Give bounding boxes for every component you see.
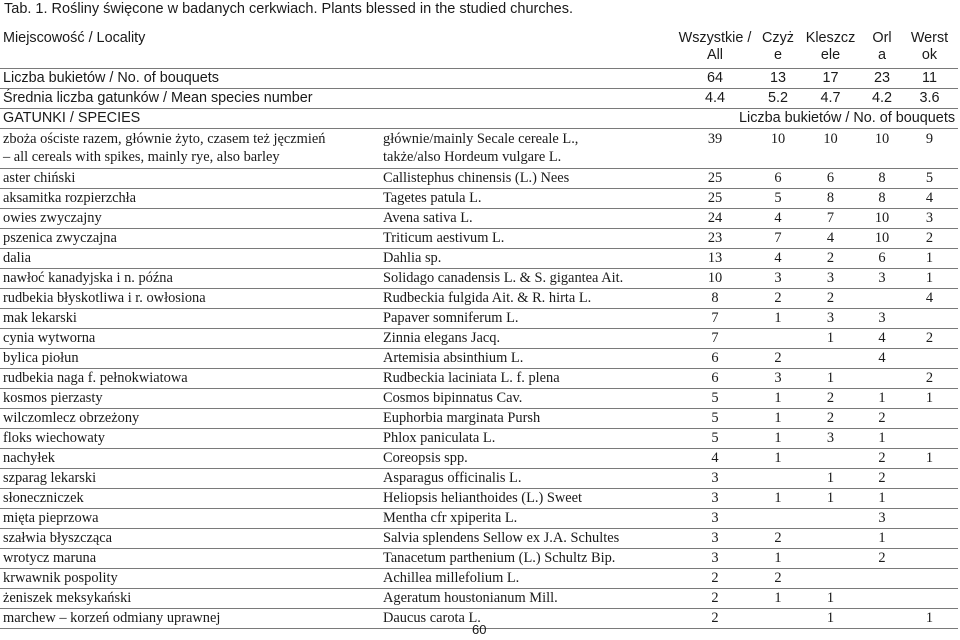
value-cell [758,328,798,348]
value-cell: 5 [758,188,798,208]
value-cell: 7 [672,328,758,348]
value-cell: 1 [863,528,901,548]
species-latin: Daucus carota L. [380,608,672,628]
value-cell [901,508,958,528]
value-cell: 1 [798,368,863,388]
value-cell: 5 [672,388,758,408]
species-latin: Heliopsis helianthoides (L.) Sweet [380,488,672,508]
value-cell [901,568,958,588]
species-latin: Rudbeckia laciniata L. f. plena [380,368,672,388]
value-cell: 10 [758,128,798,168]
value-cell: 3 [672,528,758,548]
locality-header: Miejscowość / Locality [0,28,672,68]
table-row [0,548,958,568]
value-cell: 5 [672,428,758,448]
value-cell [901,548,958,568]
species-name: mak lekarski [0,308,380,328]
value-cell: 1 [901,268,958,288]
value-cell: 25 [672,188,758,208]
species-latin: Tanacetum parthenium (L.) Schultz Bip. [380,548,672,568]
value-cell: 7 [798,208,863,228]
value-cell: 3 [798,308,863,328]
species-name: mięta pieprzowa [0,508,380,528]
value-cell [863,288,901,308]
value-cell: 4.4 [672,88,758,108]
species-name: kosmos pierzasty [0,388,380,408]
value-cell: 8 [672,288,758,308]
value-cell: 2 [758,348,798,368]
value-cell: 1 [798,488,863,508]
value-cell: 7 [672,308,758,328]
value-cell: 2 [758,568,798,588]
value-cell: 3 [863,508,901,528]
table-row [0,328,958,348]
value-cell: 1 [798,468,863,488]
page-number: 60 [472,622,487,637]
value-cell: 6 [758,168,798,188]
value-cell: 1 [758,408,798,428]
value-cell: 4 [901,288,958,308]
value-cell: 3 [798,428,863,448]
value-cell: 11 [901,68,958,88]
value-cell: 4.2 [863,88,901,108]
value-cell: 1 [758,548,798,568]
value-cell [758,468,798,488]
value-cell: 2 [672,588,758,608]
species-latin: Tagetes patula L. [380,188,672,208]
value-cell [901,308,958,328]
species-name: bylica piołun [0,348,380,368]
value-cell [901,488,958,508]
species-name: wrotycz maruna [0,548,380,568]
value-cell: 1 [863,428,901,448]
value-cell: 1 [901,608,958,628]
value-cell: 13 [672,248,758,268]
mean-species-label: Średnia liczba gatunków / Mean species number [0,88,672,108]
value-cell: 1 [863,388,901,408]
value-cell [863,588,901,608]
cereals-name: zboża ościste razem, głównie żyto, czasem też jęczmień – all cereals with spikes, mainly rye, also barley [0,128,380,168]
value-cell [863,608,901,628]
value-cell: 1 [798,328,863,348]
species-name: szparag lekarski [0,468,380,488]
value-cell: 2 [863,408,901,428]
species-latin: Callistephus chinensis (L.) Nees [380,168,672,188]
species-latin: Achillea millefolium L. [380,568,672,588]
value-cell: 9 [901,128,958,168]
value-cell [798,568,863,588]
value-cell: 2 [672,608,758,628]
species-latin: Rudbeckia fulgida Ait. & R. hirta L. [380,288,672,308]
species-latin: Zinnia elegans Jacq. [380,328,672,348]
species-name: krwawnik pospolity [0,568,380,588]
value-cell [798,448,863,468]
value-cell: 2 [863,468,901,488]
species-header-row [0,108,958,128]
value-cell: 3 [672,548,758,568]
species-latin: Avena sativa L. [380,208,672,228]
value-cell: 2 [798,408,863,428]
value-cell: 10 [798,128,863,168]
value-cell: 39 [672,128,758,168]
value-cell: 4 [863,328,901,348]
value-cell [863,568,901,588]
value-cell: 13 [758,68,798,88]
value-cell: 1 [798,588,863,608]
table-row [0,408,958,428]
table-row [0,308,958,328]
value-cell [798,348,863,368]
value-cell: 3 [672,508,758,528]
table-row [0,508,958,528]
value-cell: 1 [901,448,958,468]
value-cell: 6 [863,248,901,268]
value-cell: 5 [901,168,958,188]
species-latin: Mentha cfr xpiperita L. [380,508,672,528]
table-row [0,528,958,548]
value-cell: 2 [672,568,758,588]
value-cell: 8 [863,168,901,188]
value-cell: 10 [672,268,758,288]
value-cell: 2 [901,368,958,388]
value-cell: 1 [758,308,798,328]
species-latin: Triticum aestivum L. [380,228,672,248]
value-cell: 2 [798,388,863,408]
species-header-right: Liczba bukietów / No. of bouquets [672,108,958,128]
value-cell: 8 [798,188,863,208]
value-cell: 1 [798,608,863,628]
value-cell: 4.7 [798,88,863,108]
species-name: żeniszek meksykański [0,588,380,608]
value-cell: 23 [672,228,758,248]
species-latin: Ageratum houstonianum Mill. [380,588,672,608]
col-kleszczele-header: Kleszcz ele [798,28,863,68]
value-cell: 24 [672,208,758,228]
value-cell [798,508,863,528]
value-cell: 2 [758,288,798,308]
table-row [0,448,958,468]
value-cell: 5.2 [758,88,798,108]
col-all-header: Wszystkie / All [672,28,758,68]
value-cell: 3 [798,268,863,288]
value-cell: 4 [798,228,863,248]
species-name: aster chiński [0,168,380,188]
value-cell: 17 [798,68,863,88]
value-cell: 2 [901,328,958,348]
value-cell: 2 [863,548,901,568]
value-cell: 4 [863,348,901,368]
value-cell: 4 [758,248,798,268]
species-latin: Coreopsis spp. [380,448,672,468]
species-latin: Solidago canadensis L. & S. gigantea Ait. [380,268,672,288]
value-cell: 23 [863,68,901,88]
value-cell: 5 [672,408,758,428]
value-cell: 4 [758,208,798,228]
value-cell: 3 [758,368,798,388]
table-row [0,588,958,608]
value-cell [901,468,958,488]
value-cell: 2 [758,528,798,548]
table-row [0,208,958,228]
value-cell: 10 [863,128,901,168]
value-cell: 2 [798,248,863,268]
species-header-label: GATUNKI / SPECIES [0,108,672,128]
table-row [0,268,958,288]
table-row [0,288,958,308]
cereals-latin: głównie/mainly Secale cereale L., także/also Hordeum vulgare L. [380,128,672,168]
cereals-row [0,128,958,168]
table-row [0,248,958,268]
species-latin: Salvia splendens Sellow ex J.A. Schultes [380,528,672,548]
species-name: marchew – korzeń odmiany uprawnej [0,608,380,628]
species-name: cynia wytworna [0,328,380,348]
species-name: dalia [0,248,380,268]
value-cell [901,348,958,368]
value-cell: 3 [672,468,758,488]
bouquets-label: Liczba bukietów / No. of bouquets [0,68,672,88]
species-name: wilczomlecz obrzeżony [0,408,380,428]
table-caption: Tab. 1. Rośliny święcone w badanych cerkwiach. Plants blessed in the studied churches. [4,1,574,17]
species-name: nawłoć kanadyjska i n. późna [0,268,380,288]
table-row [0,468,958,488]
species-latin: Artemisia absinthium L. [380,348,672,368]
value-cell: 2 [863,448,901,468]
value-cell: 6 [798,168,863,188]
value-cell: 1 [758,448,798,468]
value-cell: 1 [758,428,798,448]
col-werstok-header: Werst ok [901,28,958,68]
value-cell: 1 [901,388,958,408]
col-czyze-header: Czyż e [758,28,798,68]
value-cell [798,548,863,568]
value-cell: 6 [672,348,758,368]
value-cell: 64 [672,68,758,88]
species-name: rudbekia naga f. pełnokwiatowa [0,368,380,388]
table-row [0,228,958,248]
species-latin: Asparagus officinalis L. [380,468,672,488]
table-row [0,388,958,408]
value-cell: 3 [672,488,758,508]
value-cell: 4 [901,188,958,208]
species-name: rudbekia błyskotliwa i r. owłosiona [0,288,380,308]
species-latin: Euphorbia marginata Pursh [380,408,672,428]
value-cell [798,528,863,548]
value-cell [758,508,798,528]
value-cell: 3 [901,208,958,228]
value-cell: 6 [672,368,758,388]
value-cell: 8 [863,188,901,208]
value-cell: 2 [901,228,958,248]
value-cell [863,368,901,388]
species-name: owies zwyczajny [0,208,380,228]
value-cell: 3 [863,268,901,288]
species-name: pszenica zwyczajna [0,228,380,248]
value-cell: 1 [863,488,901,508]
value-cell [901,408,958,428]
bouquets-row [0,68,958,88]
mean-species-row [0,88,958,108]
value-cell: 3 [863,308,901,328]
species-latin: Cosmos bipinnatus Cav. [380,388,672,408]
value-cell: 3.6 [901,88,958,108]
table-row [0,568,958,588]
value-cell [901,588,958,608]
species-latin: Phlox paniculata L. [380,428,672,448]
value-cell: 10 [863,208,901,228]
value-cell: 4 [672,448,758,468]
table-row [0,488,958,508]
value-cell: 1 [901,248,958,268]
value-cell: 1 [758,488,798,508]
header-row [0,28,958,68]
value-cell [901,528,958,548]
value-cell: 7 [758,228,798,248]
table-row [0,348,958,368]
value-cell: 25 [672,168,758,188]
value-cell [758,608,798,628]
species-name: szałwia błyszcząca [0,528,380,548]
table-row [0,368,958,388]
table-row [0,428,958,448]
value-cell: 1 [758,588,798,608]
value-cell: 10 [863,228,901,248]
value-cell [901,428,958,448]
plants-table [0,28,958,629]
table-row [0,188,958,208]
species-latin: Papaver somniferum L. [380,308,672,328]
table-row [0,168,958,188]
species-latin: Dahlia sp. [380,248,672,268]
species-name: słoneczniczek [0,488,380,508]
value-cell: 2 [798,288,863,308]
species-name: nachyłek [0,448,380,468]
species-name: floks wiechowaty [0,428,380,448]
species-name: aksamitka rozpierzchła [0,188,380,208]
col-orla-header: Orl a [863,28,901,68]
value-cell: 3 [758,268,798,288]
value-cell: 1 [758,388,798,408]
